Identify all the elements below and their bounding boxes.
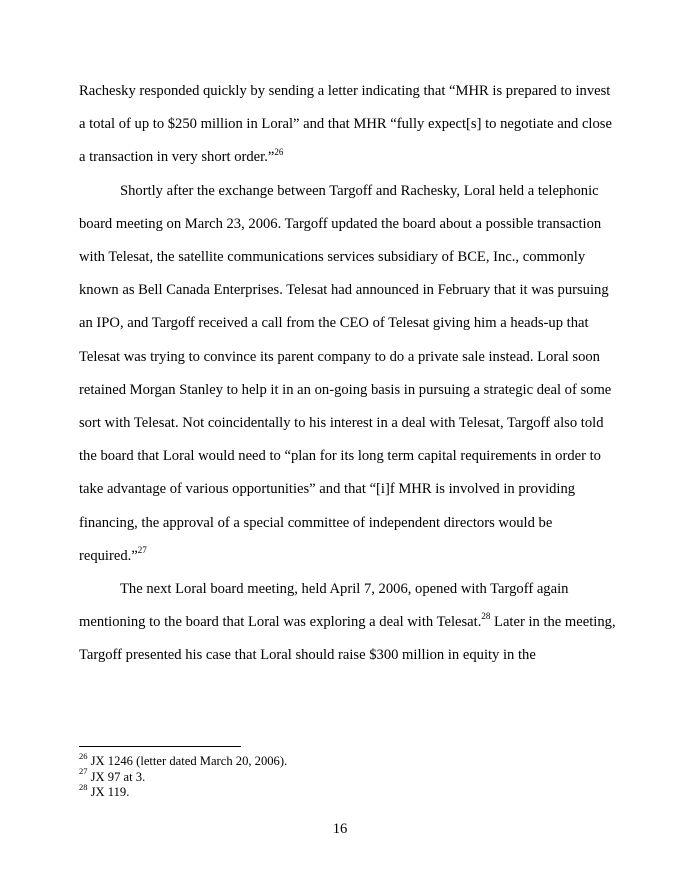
page-number: 16 (332, 821, 348, 837)
footnote-ref-26: 26 (274, 146, 284, 157)
footnote-text: JX 1246 (letter dated March 20, 2006). (87, 754, 288, 768)
paragraph-text: Later in the meeting, Targoff presented his case that Loral should raise $300 million in equity in the (79, 614, 616, 664)
footnote-26 (79, 750, 619, 770)
footnote-number: 26 (79, 750, 88, 761)
footnote-separator (79, 746, 241, 747)
paragraph-2 (79, 175, 619, 573)
paragraph-1 (79, 75, 619, 175)
footnote-number: 28 (79, 781, 88, 792)
footnote-number: 27 (79, 766, 88, 777)
footnote-ref-28: 28 (481, 611, 491, 622)
paragraph-text: Rachesky responded quickly by sending a letter indicating that “MHR is prepared to invest a total of up to $250 million in Loral” and that MHR “fully expect[s] to negotiate and close a transaction in very short order.” (79, 83, 612, 166)
footnote-27 (79, 766, 619, 786)
paragraph-text: The next Loral board meeting, held April 7, 2006, opened with Targoff again mentioning to the board that Loral was exploring a deal with Telesat. (79, 581, 569, 631)
footnote-text: JX 97 at 3. (87, 769, 146, 784)
footnote-text: JX 119. (87, 785, 130, 799)
footnote-28 (79, 781, 619, 801)
document-body (79, 75, 619, 673)
paragraph-text: Shortly after the exchange between Targoff and Rachesky, Loral held a telephonic board meeting on March 23, 2006. Targoff updated the board about a possible transaction with Telesat, the satellite communications services subsidiary of BCE, Inc., commonly known as Bell Canada Enterprises. Telesat had announced in February that it was pursuing an IPO, and Targoff received a call from the CEO of Telesat giving him a heads-up that Telesat was trying to convince its parent company to do a private sale instead. Loral soon retained Morgan Stanley to help it in an on-going basis in pursuing a strategic deal of some sort with Telesat. Not coincidentally to his interest in a deal with Telesat, Targoff also told the board that Loral would need to “plan for its long term capital requirements in order to take advantage of various opportunities” and that “[i]f MHR is involved in providing financing, the approval of a special committee of independent directors would be required.” (79, 182, 612, 564)
paragraph-3 (79, 573, 619, 673)
footnote-ref-27: 27 (137, 544, 147, 555)
footnotes (79, 750, 619, 801)
